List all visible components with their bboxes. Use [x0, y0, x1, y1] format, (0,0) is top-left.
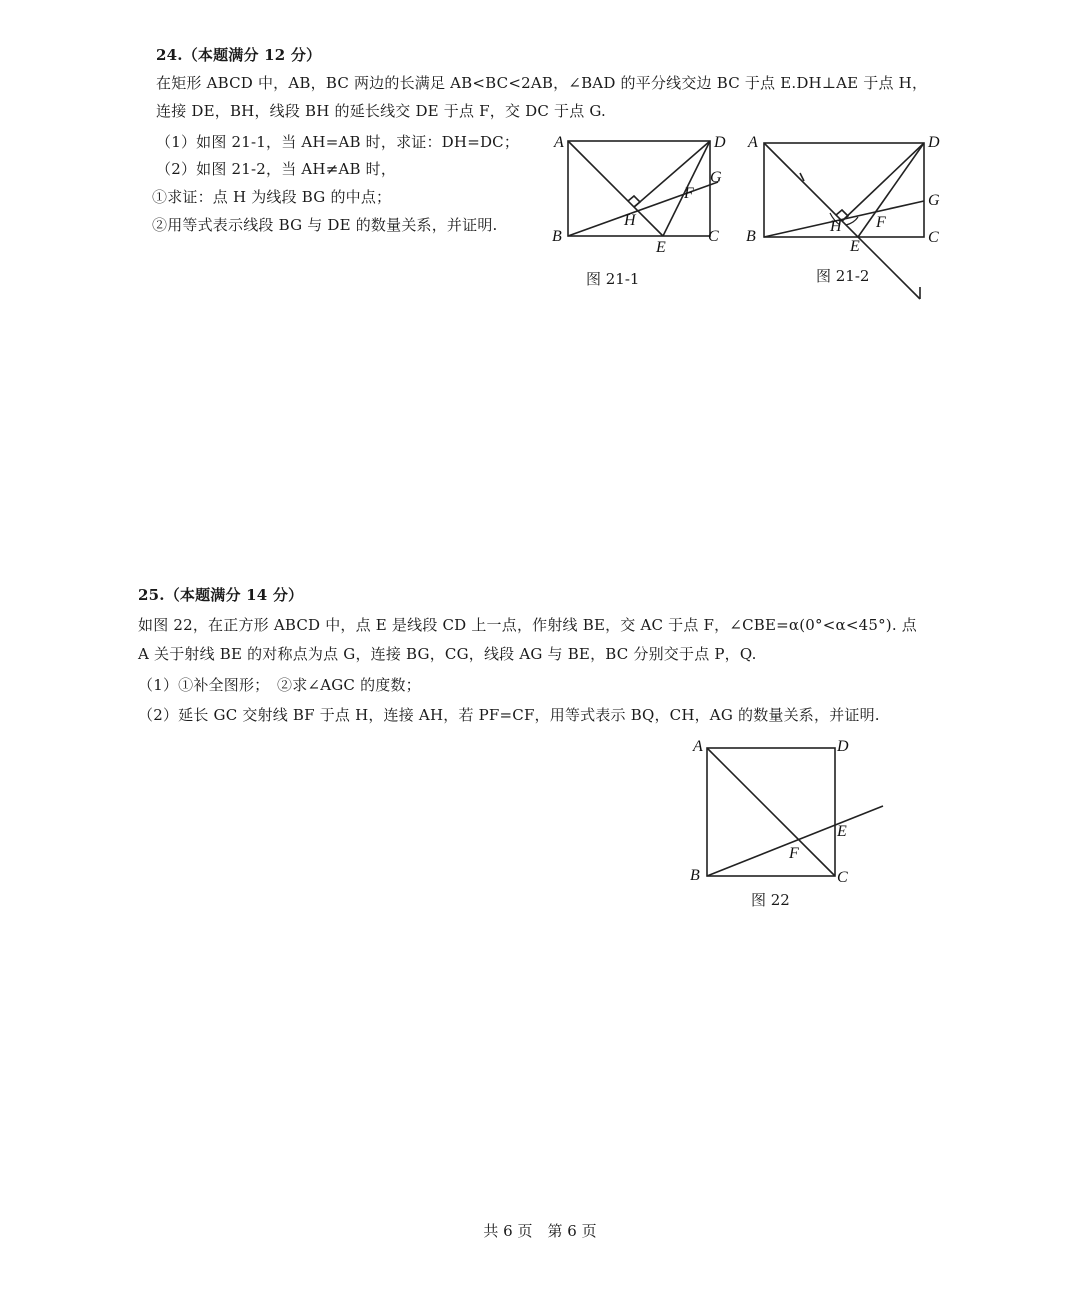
fig22-label-c: C [837, 869, 848, 886]
fig1-caption: 图 21-1 [586, 270, 640, 288]
q25-heading: 25.（本题满分 14 分） [138, 586, 304, 604]
fig22-label-e: E [837, 823, 847, 840]
fig2-segment-dh [842, 143, 924, 221]
fig2-label-d: D [928, 134, 940, 151]
figure-21-1 [540, 125, 740, 260]
q24-stem-line2: 连接 DE，BH，线段 BH 的延长线交 DE 于点 F，交 DC 于点 G. [156, 102, 607, 120]
fig1-label-c: C [708, 228, 719, 245]
fig2-label-h: H [830, 218, 842, 235]
fig2-label-c: C [928, 229, 939, 246]
fig2-label-g: G [928, 192, 940, 209]
fig2-caption: 图 21-2 [816, 267, 870, 285]
fig1-line-bg [568, 182, 718, 236]
fig2-label-a: A [748, 134, 758, 151]
fig2-label-b: B [746, 228, 756, 245]
q25-stem-line1: 如图 22，在正方形 ABCD 中，点 E 是线段 CD 上一点，作射线 BE，交 AC 于点 F，∠CBE=α(0°<α<45°). 点 [138, 616, 917, 634]
figure-22 [685, 734, 895, 884]
fig2-label-e: E [850, 238, 860, 255]
q25-part2: （2）延长 GC 交射线 BF 于点 H，连接 AH，若 PF=CF，用等式表示 BQ，CH，AG 的数量关系，并证明. [138, 706, 880, 724]
fig1-right-angle-mark [628, 196, 640, 207]
q25-part1: （1）①补全图形； ②求∠AGC 的度数； [138, 676, 421, 694]
q24-stem-line1: 在矩形 ABCD 中，AB，BC 两边的长满足 AB<BC<2AB，∠BAD 的平分线交边 BC 于点 E.DH⊥AE 于点 H， [156, 74, 928, 92]
q24-part2-i: ①求证：点 H 为线段 BG 的中点； [152, 188, 392, 206]
fig22-diagonal-ac [707, 748, 835, 876]
fig1-label-d: D [714, 134, 726, 151]
fig22-label-a: A [693, 738, 703, 755]
fig1-label-g: G [710, 169, 722, 186]
fig1-label-a: A [554, 134, 564, 151]
fig22-label-d: D [837, 738, 849, 755]
fig1-label-f: F [684, 185, 694, 202]
q24-heading: 24.（本题满分 12 分） [156, 46, 322, 64]
fig1-segment-ae [568, 141, 663, 236]
fig22-ray-be [707, 806, 883, 876]
q24-part1: （1）如图 21-1，当 AH=AB 时，求证：DH=DC； [156, 133, 520, 151]
fig1-segment-dh [634, 141, 710, 207]
q25-stem-line2: A 关于射线 BE 的对称点为点 G，连接 BG，CG，线段 AG 与 BE，BC 分别交于点 P，Q. [138, 645, 757, 663]
q24-part2-ii: ②用等式表示线段 BG 与 DE 的数量关系，并证明. [152, 216, 498, 234]
fig1-label-h: H [624, 212, 636, 229]
fig1-label-e: E [656, 239, 666, 256]
page-footer: 共 6 页 第 6 页 [483, 1222, 597, 1240]
fig22-caption: 图 22 [751, 891, 790, 909]
fig22-label-f: F [789, 845, 799, 862]
fig1-label-b: B [552, 228, 562, 245]
fig22-label-b: B [690, 867, 700, 884]
q24-part2: （2）如图 21-2，当 AH≠AB 时， [156, 160, 397, 178]
fig2-label-f: F [876, 214, 886, 231]
fig2-segment-de [858, 143, 924, 237]
